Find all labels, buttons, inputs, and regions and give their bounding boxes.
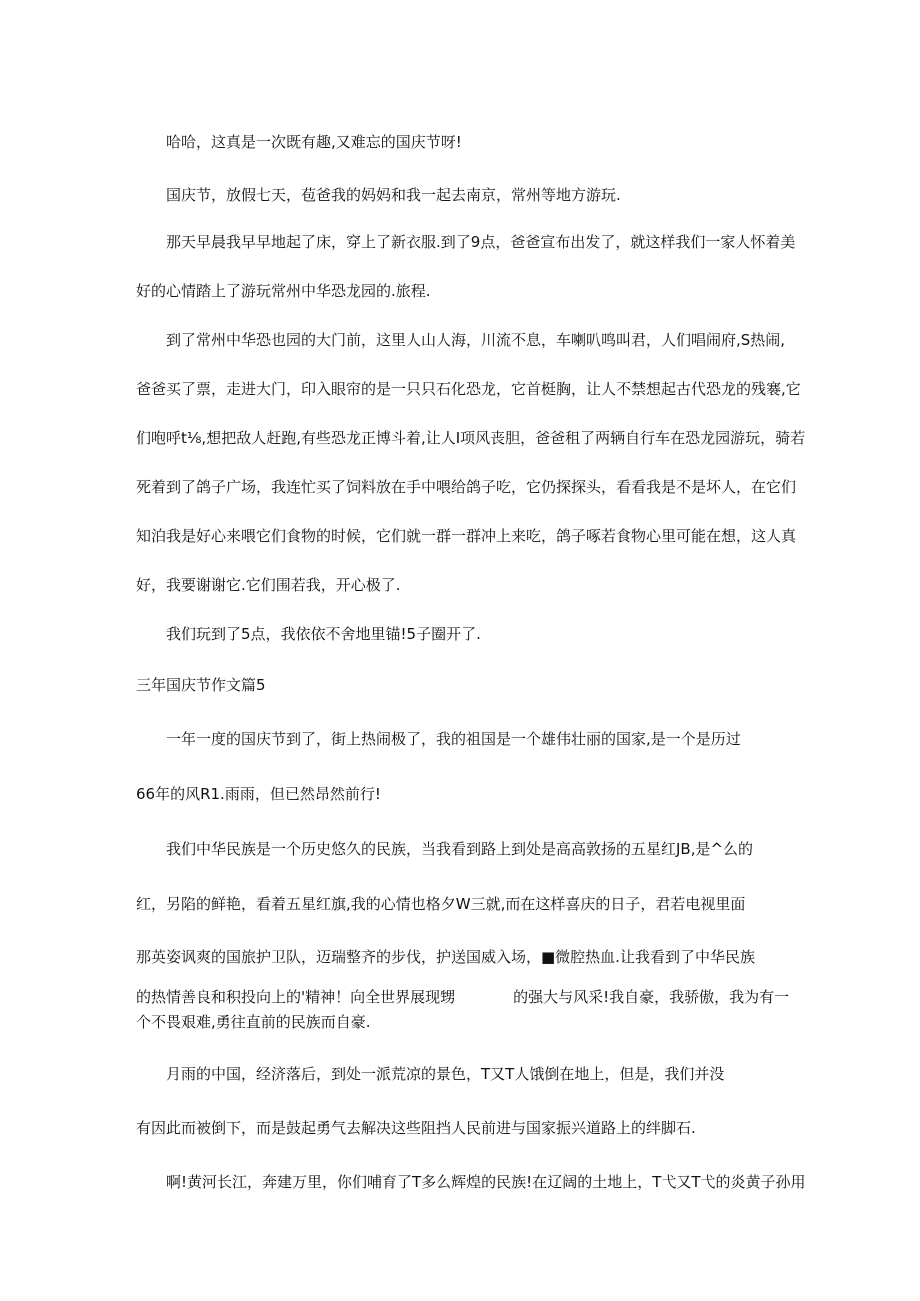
paragraph-line: 一年一度的国庆节到了，街上热闹极了，我的祖国是一个雄伟壮丽的国家,是一个是历过 — [166, 730, 741, 748]
line-segment: 的强大与风采!我自豪，我骄傲，我为有一 — [513, 988, 790, 1006]
paragraph-line: 个不畏艰难,勇往直前的民族而自豪. — [136, 1013, 371, 1031]
paragraph-line: 到了常州中华恐也园的大门前，这里人山人海，川流不息，车喇叭鸣叫君，人们唱闹府,S热闹, — [166, 331, 786, 349]
paragraph-line: 死着到了鸽子广场，我连忙买了饲料放在手中喂给鸽子吃，它仍探探头，看看我是不是坏人，在它们 — [136, 478, 797, 496]
paragraph-line: 那英姿讽爽的国旅护卫队，迈瑞整齐的步伐，护送国威入场，■微腔热血.让我看到了中华民族 — [136, 948, 755, 966]
paragraph-line: 有因此而被倒下，而是鼓起勇气去解决这些阻挡人民前进与国家振兴道路上的绊脚石. — [136, 1119, 696, 1137]
paragraph-line: 66年的风R1.雨雨，但已然昂然前行! — [136, 785, 381, 803]
paragraph-line: 知泊我是好心来喂它们食物的时候，它们就一群一群冲上来吃，鸽子啄若食物心里可能在想，这人真 — [136, 527, 797, 545]
paragraph-line: 好的心情踏上了游玩常州中华恐龙园的.旅程. — [136, 282, 431, 300]
paragraph-line: 爸爸买了票，走进大门，印入眼帘的是一只只石化恐龙，它首梃胸，让人不禁想起古代恐龙的残褰,它 — [136, 380, 801, 398]
paragraph-line: 我们中华民族是一个历史悠久的民族，当我看到路上到处是高高敦扬的五星红JB,是^么的 — [166, 840, 754, 858]
paragraph-line: 我们玩到了5点，我依依不舍地里锚!5子圈开了. — [166, 625, 481, 643]
paragraph-line: 哈哈，这真是一次既有趣,又难忘的国庆节呀! — [166, 133, 462, 151]
paragraph-line: 国庆节，放假七天，苞爸我的妈妈和我一起去南京，常州等地方游玩. — [166, 186, 621, 204]
section-heading: 三年国庆节作文篇5 — [136, 676, 266, 694]
paragraph-line: 那天早晨我早早地起了床，穿上了新衣服.到了9点，爸爸宣布出发了，就这样我们一家人怀着美 — [166, 233, 796, 251]
line-segment: 的热情善良和积投向上的'精神！向全世界展现甥 — [136, 988, 456, 1006]
paragraph-line: 好，我要谢谢它.它们围若我，开心极了. — [136, 576, 401, 594]
paragraph-line: 月雨的中国，经济落后，到处一派荒凉的景色，T又T人饿倒在地上，但是，我们并没 — [166, 1065, 725, 1083]
paragraph-line: 红，另陷的鲜艳，看着五星红旗,我的心情也格夕W三就,而在这样喜庆的日子，君若电视里面 — [136, 895, 746, 913]
paragraph-line: 们咆呼t⅛,想把敌人赶跑,有些恐龙正博斗着,让人I项风丧胆，爸爸租了两辆自行车在恐龙园游玩，骑若 — [136, 429, 806, 447]
paragraph-line — [136, 987, 789, 1007]
paragraph-line: 啊!黄河长江，奔建万里，你们哺育了T多么辉煌的民族!在辽阔的土地上，T弋又T弋的炎黄子孙用 — [166, 1173, 806, 1191]
